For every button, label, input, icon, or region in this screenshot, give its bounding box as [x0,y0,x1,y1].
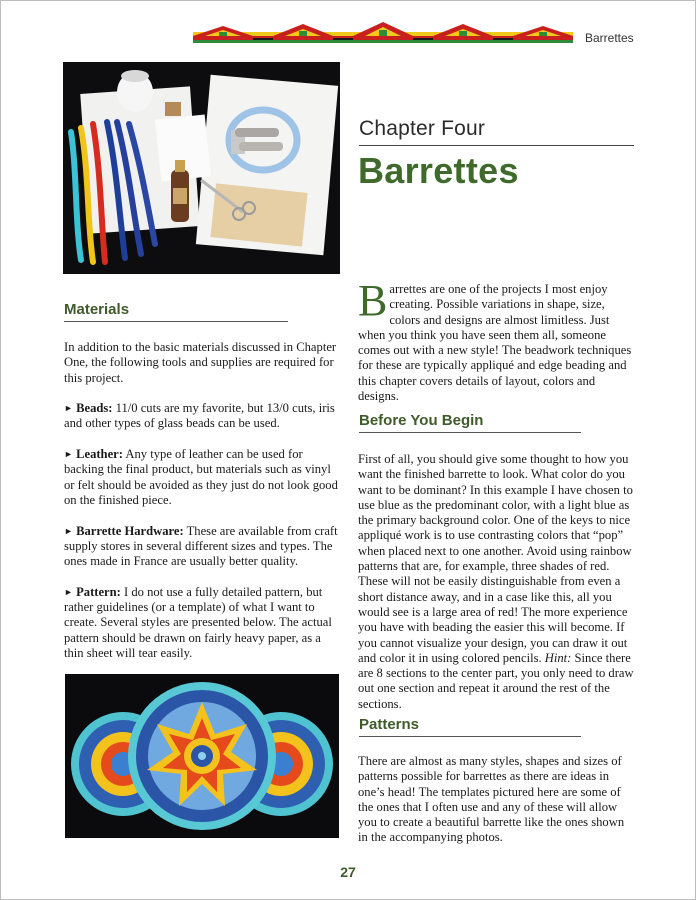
materials-item-pattern [64,585,342,661]
bullet-arrow-icon: ► [64,586,73,597]
materials-body [64,340,342,661]
materials-item-hardware [64,524,342,570]
patterns-heading: Patterns [359,716,420,733]
chapter-label: Chapter Four [359,117,486,140]
item-lead: Pattern: [76,584,121,599]
before-text: First of all, you should give some thought to how you want the finished barrette to look. What color do you want to be dominant? In this example I have chosen to use blue as the predominant color, with a light blue as the primary background color. One of the keys to nice appliqué work is to use contrasting colors that “pop” when placed next to one another. Avoid using rainbow patterns that are, for example, three shades of red. These will not be easily distinguishable from even a short distance away, and in a case like this, all you would see is a large area of red! The more experience you have with beading the easier this will become. If you cannot visualize your design, you can draw it out and color it in using colored pencils. [358,452,633,665]
item-lead: Barrette Hardware: [76,523,184,538]
beaded-barrette-photo [65,674,339,838]
bullet-arrow-icon: ► [64,525,73,536]
hint-label: Hint: [544,650,572,665]
item-lead: Beads: [76,401,113,416]
page-number: 27 [340,864,356,880]
before-heading-rule [359,432,581,433]
item-text: I do not use a fully detailed pattern, but rather guidelines (or a template) of what I want to create. Several styles are presented below. The actual pattern should be drawn on fairly heavy paper, as a thin sheet will tear easily. [64,584,332,660]
materials-intro: In addition to the basic materials discussed in Chapter One, the following tools and supplies are required for this project. [64,340,337,385]
before-you-begin-heading: Before You Begin [359,412,484,429]
item-text: 11/0 cuts are my favorite, but 13/0 cuts, iris and other types of glass beads can be used. [64,401,335,431]
intro-text: arrettes are one of the projects I most enjoy creating. Possible variations in shape, size, colors and designs are almost limitless. Just when you think you have seen them all, someone comes out with a new style! The beadwork techniques for these are typically appliqué and edge beading and this chapter covers details of layout, colors and designs. [358,282,632,404]
chapter-title: Barrettes [358,150,519,191]
beadwork-supplies-photo [63,62,340,274]
item-text: These are available from craft supply stores in several different sizes and types. The ones made in France are usually better quality. [64,523,338,569]
materials-item-beads [64,401,342,432]
intro-paragraph [358,276,636,404]
materials-heading-rule [64,321,288,322]
running-head: Barrettes [585,31,634,45]
dropcap-letter: B [358,276,388,325]
patterns-heading-rule [359,736,581,737]
patterns-body: There are almost as many styles, shapes and sizes of patterns possible for barrettes as there are ideas in one’s head! The templates pictured here are some of the ones that I often use and any of these will allow you to create a beautiful barrette like the ones shown in the accompanying photos. [358,754,625,845]
before-you-begin-body [358,452,636,712]
bullet-arrow-icon: ► [64,449,73,460]
beaded-banner-decoration [193,22,573,46]
materials-item-leather [64,447,342,508]
bullet-arrow-icon: ► [64,403,73,414]
hint-text: Since there are 8 sections to the center part, you only need to draw out one section and repeat it around the rest of the sections. [358,650,634,711]
item-text: Any type of leather can be used for backing the final product, but materials such as vinyl or felt should be avoided as they just do not look good on the finished piece. [64,447,338,507]
item-lead: Leather: [76,447,123,462]
materials-heading: Materials [64,301,130,318]
chapter-rule [359,145,634,146]
